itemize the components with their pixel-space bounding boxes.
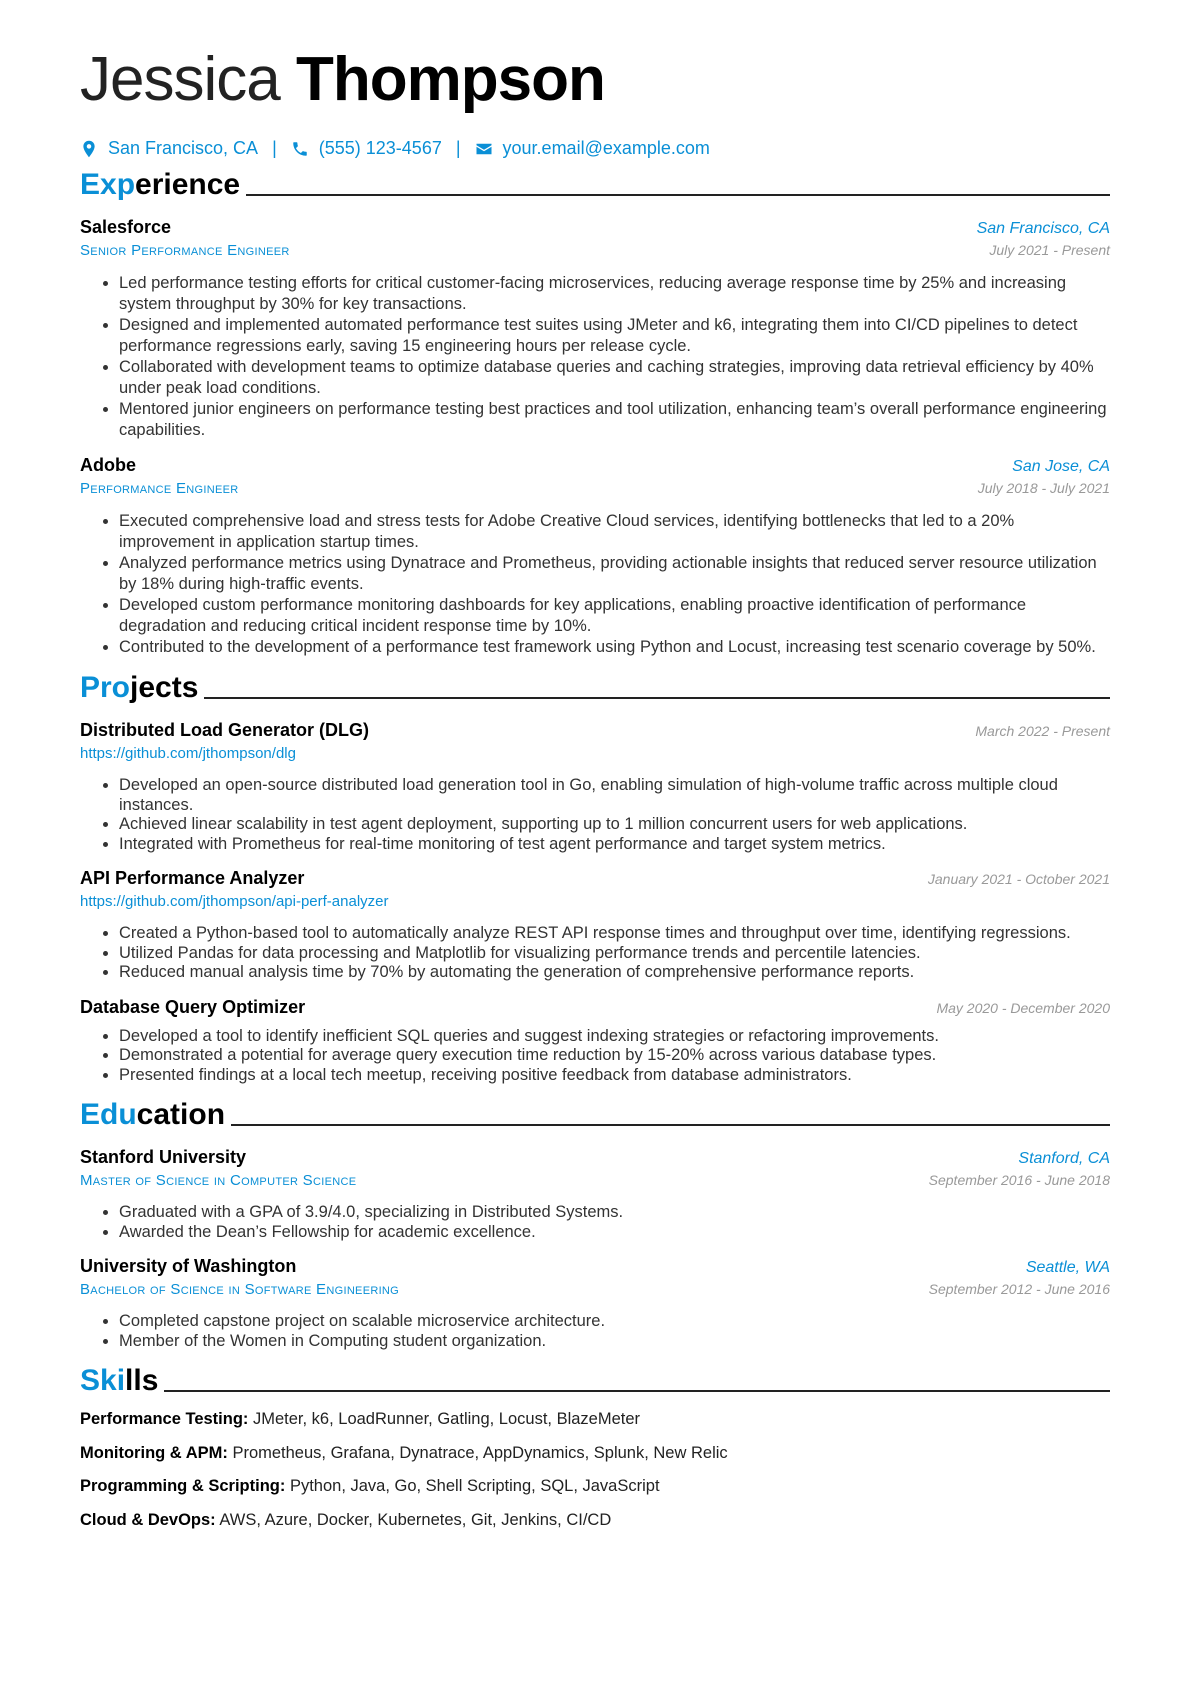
bullet-item: • Designed and implemented automated performance test suites using JMeter and k6, integrating them into CI/CD pipelines to detect performance regressions early, saving 15 engineering hours per release cycle. [119, 315, 1110, 357]
education-dates: September 2016 - June 2018 [928, 1172, 1110, 1188]
bullet-item: • Created a Python-based tool to automatically analyze REST API response times and throughput over time, identifying regressions. [119, 924, 1110, 944]
bullet-list [80, 776, 1110, 854]
bullet-item: • Demonstrated a potential for average query execution time reduction by 15-20% across various database types. [119, 1046, 1110, 1066]
skill-category: Programming & Scripting: [80, 1477, 286, 1495]
bullet-list [80, 1027, 1110, 1086]
separator: | [455, 138, 461, 158]
first-name: Jessica [80, 45, 280, 114]
bullet-item: • Executed comprehensive load and stress tests for Adobe Creative Cloud services, identifying bottlenecks that led to a 20% improvement in application startup times. [119, 511, 1110, 553]
skill-category: Cloud & DevOps: [80, 1510, 216, 1529]
resume [80, 40, 1110, 1537]
bullet-list [80, 273, 1110, 441]
bullet-item: • Contributed to the development of a performance test framework using Python and Locust, increasing test scenario coverage by 50%. [119, 637, 1110, 658]
project-dates: May 2020 - December 2020 [936, 999, 1110, 1016]
skill-list: JMeter, k6, LoadRunner, Gatling, Locust, BlazeMeter [248, 1410, 641, 1428]
entry-header [80, 995, 1110, 1019]
education-entry [80, 1145, 1110, 1242]
bullet-item: • Awarded the Dean’s Fellowship for academic excellence. [119, 1223, 1110, 1243]
location-text: San Francisco, CA [108, 138, 259, 158]
section-heading-skills: Skills [80, 1363, 1110, 1399]
skill-row [80, 1437, 1110, 1471]
divider [231, 1124, 1110, 1126]
bullet-item: • Graduated with a GPA of 3.9/4.0, specializing in Distributed Systems. [119, 1203, 1110, 1223]
project-name: Distributed Load Generator (DLG) [80, 720, 370, 740]
education-dates: September 2012 - June 2016 [928, 1281, 1110, 1297]
section-heading-education: Education [80, 1097, 1110, 1133]
project-name: Database Query Optimizer [80, 996, 306, 1017]
section-heading-projects: Projects [80, 670, 1110, 706]
entry-header [80, 1145, 1110, 1169]
bullet-item: • Utilized Pandas for data processing and Matplotlib for visualizing performance trends and percentile latencies. [119, 944, 1110, 964]
project-link[interactable]: https://github.com/jthompson/dlg [80, 745, 296, 762]
school-name: Stanford University [80, 1147, 247, 1167]
project-link[interactable]: https://github.com/jthompson/api-perf-analyzer [80, 893, 389, 910]
bullet-item: • Developed an open-source distributed load generation tool in Go, enabling simulation of high-volume traffic across multiple cloud instances. [119, 776, 1110, 815]
bullet-item: • Developed a tool to identify inefficient SQL queries and suggest indexing strategies or refactoring improvements. [119, 1027, 1110, 1047]
degree: Master of Science in Computer Science [80, 1172, 357, 1189]
map-pin-icon [80, 140, 98, 158]
bullet-list [80, 924, 1110, 983]
skill-category: Monitoring & APM: [80, 1443, 228, 1462]
job-dates: July 2021 - Present [989, 242, 1110, 258]
school-location: Seattle, WA [1025, 1259, 1110, 1276]
skill-row [80, 1504, 1110, 1538]
bullet-item: • Led performance testing efforts for critical customer-facing microservices, reducing average response time by 25% and increasing system throughput by 30% for key transactions. [119, 273, 1110, 315]
name-heading [80, 40, 1110, 120]
job-title: Senior Performance Engineer [80, 242, 290, 259]
project-entry [80, 995, 1110, 1086]
entry-subheader [80, 1278, 1110, 1302]
school-name: University of Washington [80, 1256, 297, 1276]
skill-list: Python, Java, Go, Shell Scripting, SQL, JavaScript [285, 1477, 660, 1495]
project-dates: March 2022 - Present [975, 723, 1110, 739]
company-name: Salesforce [80, 217, 172, 237]
bullet-list [80, 511, 1110, 658]
bullet-item: • Analyzed performance metrics using Dynatrace and Prometheus, providing actionable insights that reduced server resource utilization by 18% during high-traffic events. [119, 553, 1110, 595]
bullet-item: • Presented findings at a local tech meetup, receiving positive feedback from database administrators. [119, 1066, 1110, 1086]
bullet-item: • Reduced manual analysis time by 70% by automating the generation of comprehensive performance reports. [119, 963, 1110, 983]
divider [246, 194, 1110, 196]
divider [204, 697, 1110, 699]
entry-header [80, 453, 1110, 477]
skill-list: Prometheus, Grafana, Dynatrace, AppDynamics, Splunk, New Relic [227, 1443, 728, 1462]
job-location: San Francisco, CA [976, 220, 1110, 237]
entry-header [80, 1254, 1110, 1278]
divider [164, 1390, 1110, 1392]
entry-header [80, 866, 1110, 890]
entry-subheader [80, 477, 1110, 501]
phone-text: (555) 123-4567 [318, 138, 442, 158]
entry-header [80, 215, 1110, 239]
bullet-item: • Integrated with Prometheus for real-time monitoring of test agent performance and target system metrics. [119, 835, 1110, 855]
project-entry [80, 866, 1110, 983]
bullet-item: • Mentored junior engineers on performance testing best practices and tool utilization, enhancing team’s overall performance engineering capabilities. [119, 399, 1110, 441]
job-title: Performance Engineer [80, 480, 239, 497]
skill-row [80, 1470, 1110, 1504]
bullet-item: • Achieved linear scalability in test agent deployment, supporting up to 1 million concurrent users for web applications. [119, 815, 1110, 835]
contact-line [80, 138, 1110, 159]
entry-subheader [80, 239, 1110, 263]
separator: | [272, 138, 277, 158]
email-link[interactable]: your.email@example.com [502, 138, 710, 158]
project-entry [80, 718, 1110, 854]
bullet-list [80, 1312, 1110, 1351]
company-name: Adobe [80, 455, 136, 475]
experience-entry [80, 453, 1110, 658]
bullet-item: • Developed custom performance monitoring dashboards for key applications, enabling proactive identification of performance degradation and reducing critical incident response time by 10%. [119, 595, 1110, 637]
bullet-list [80, 1203, 1110, 1242]
bullet-item: • Completed capstone project on scalable microservice architecture. [119, 1312, 1110, 1332]
entry-subheader [80, 1169, 1110, 1193]
education-entry [80, 1254, 1110, 1351]
experience-entry [80, 215, 1110, 441]
project-dates: January 2021 - October 2021 [927, 871, 1110, 887]
section-heading-experience: Experience [80, 167, 1110, 203]
bullet-item: • Member of the Women in Computing student organization. [119, 1332, 1110, 1352]
bullet-item: • Collaborated with development teams to optimize database queries and caching strategies, improving data retrieval efficiency by 40% under peak load conditions. [119, 357, 1110, 399]
skill-row [80, 1403, 1110, 1437]
skill-category: Performance Testing: [80, 1410, 249, 1428]
job-dates: July 2018 - July 2021 [977, 480, 1110, 496]
last-name: Thompson [295, 45, 605, 114]
school-location: Stanford, CA [1018, 1150, 1110, 1167]
envelope-icon [475, 140, 493, 158]
job-location: San Jose, CA [1012, 458, 1110, 475]
phone-icon [291, 140, 309, 158]
skill-list: AWS, Azure, Docker, Kubernetes, Git, Jenkins, CI/CD [215, 1510, 612, 1529]
entry-header [80, 718, 1110, 742]
degree: Bachelor of Science in Software Engineering [80, 1281, 400, 1298]
project-name: API Performance Analyzer [80, 868, 305, 888]
